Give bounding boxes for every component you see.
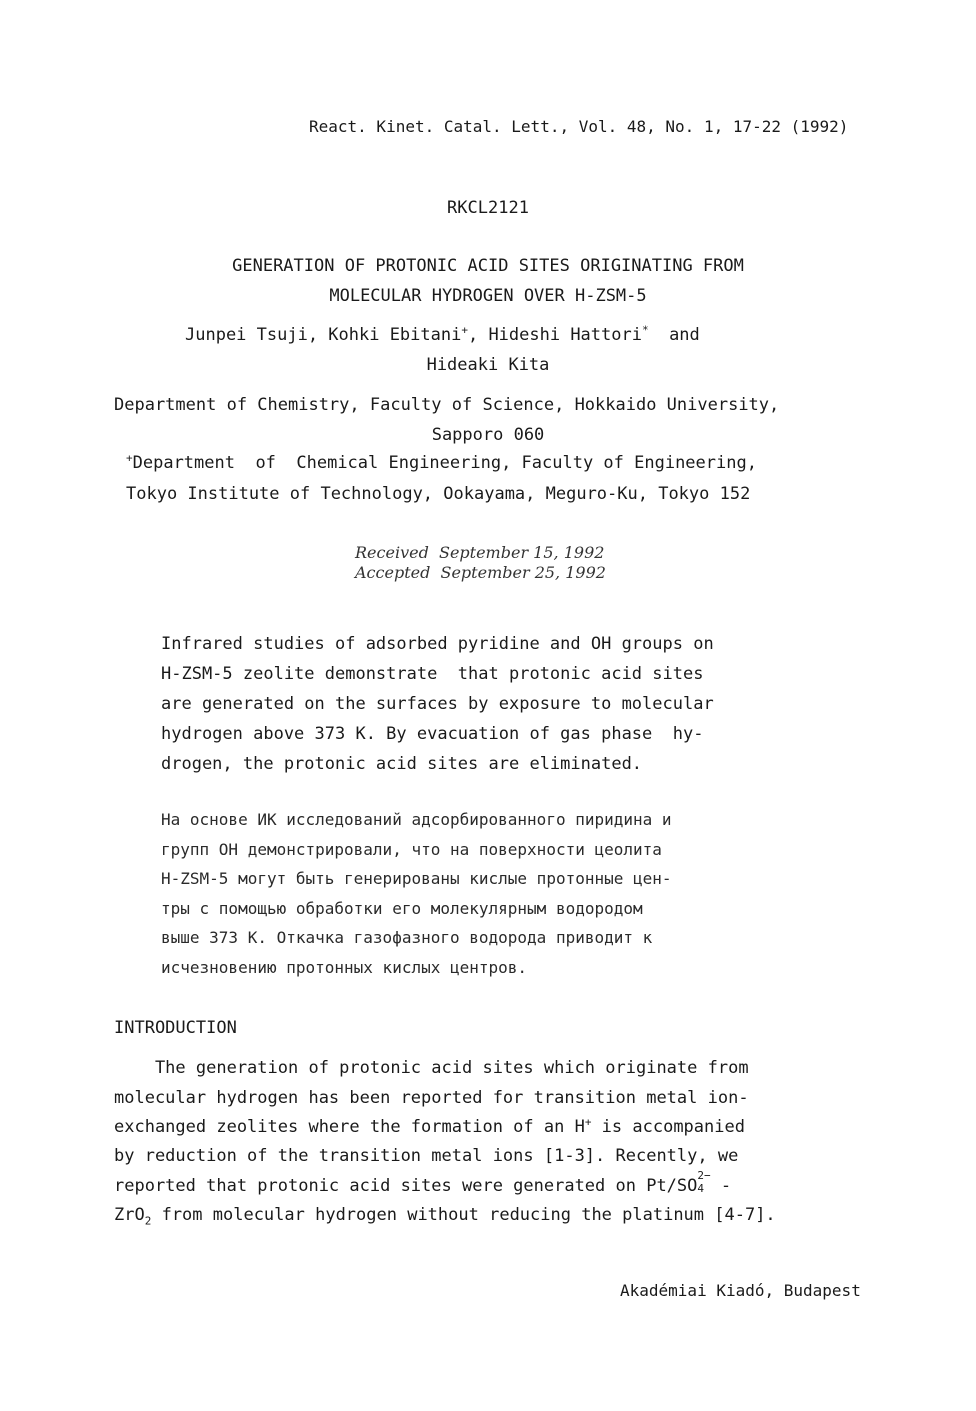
abstract-ru-line: На основе ИК исследований адсорбированного пиридина и — [161, 810, 672, 829]
intro-line: by reduction of the transition metal ions [1-3]. Recently, we — [114, 1146, 739, 1166]
superscript: + — [584, 1115, 592, 1129]
superscript: 2− — [697, 1169, 711, 1182]
author-mark-plus: + — [461, 323, 468, 337]
intro-text: exchanged zeolites where the formation of an H — [114, 1117, 585, 1137]
intro-line: molecular hydrogen has been reported for transition metal ion- — [114, 1088, 749, 1108]
received-date: Received September 15, 1992 — [355, 543, 605, 562]
publisher: Akadémiai Kiadó, Budapest — [620, 1281, 861, 1300]
abstract-ru-line: H-ZSM-5 могут быть генерированы кислые протонные цен- — [161, 869, 672, 888]
author-line-2: Hideaki Kita — [426, 355, 550, 375]
authors-part-3: and — [648, 325, 700, 345]
intro-line — [114, 1115, 745, 1137]
abstract-ru-line: тры с помощью обработки его молекулярным водородом — [161, 899, 643, 918]
affiliation-1-city: Sapporo 060 — [431, 425, 545, 445]
abstract-ru-line: групп ОН демонстрировали, что на поверхности цеолита — [161, 840, 662, 859]
intro-text: - — [710, 1176, 732, 1196]
abstract-en-line: drogen, the protonic acid sites are eliminated. — [161, 754, 643, 774]
affiliation-2-text: Department of Chemical Engineering, Faculty of Engineering, — [132, 453, 757, 473]
intro-text: reported that protonic acid sites were generated on Pt/SO — [114, 1176, 698, 1196]
article-code: RKCL2121 — [447, 198, 529, 218]
subscript: 2 — [144, 1214, 152, 1228]
title-line-2: MOLECULAR HYDROGEN OVER H-ZSM-5 — [329, 286, 647, 306]
abstract-en-line: Infrared studies of adsorbed pyridine and OH groups on — [161, 634, 714, 654]
author-line-1 — [185, 323, 700, 345]
affiliation-mark-plus: + — [126, 451, 133, 465]
abstract-en-line: H-ZSM-5 zeolite demonstrate that protonic acid sites — [161, 664, 704, 684]
intro-line: The generation of protonic acid sites which originate from — [114, 1058, 749, 1078]
affiliation-1: Department of Chemistry, Faculty of Science, Hokkaido University, — [114, 395, 780, 415]
intro-line — [114, 1205, 776, 1228]
accepted-date: Accepted September 25, 1992 — [355, 563, 606, 582]
author-mark-star: * — [641, 323, 649, 337]
affiliation-2 — [126, 451, 757, 473]
abstract-en-line: hydrogen above 373 K. By evacuation of gas phase hy- — [161, 724, 704, 744]
intro-heading: INTRODUCTION — [114, 1018, 237, 1038]
intro-text: is accompanied — [591, 1117, 745, 1137]
intro-line — [114, 1169, 732, 1196]
affiliation-2-line-2: Tokyo Institute of Technology, Ookayama, Meguro-Ku, Tokyo 152 — [126, 484, 751, 504]
abstract-ru-line: выше 373 К. Откачка газофазного водорода приводит к — [161, 928, 653, 947]
intro-text: from molecular hydrogen without reducing the platinum [4-7]. — [151, 1205, 776, 1225]
intro-text: ZrO — [114, 1205, 145, 1225]
title-line-1: GENERATION OF PROTONIC ACID SITES ORIGINATING FROM — [232, 256, 744, 276]
subscript: 4 — [697, 1182, 705, 1195]
abstract-ru-line: исчезновению протонных кислых центров. — [161, 958, 528, 977]
journal-citation: React. Kinet. Catal. Lett., Vol. 48, No. 1, 17-22 (1992) — [309, 117, 849, 136]
authors-part-1: Junpei Tsuji, Kohki Ebitani — [185, 325, 462, 345]
authors-part-2: , Hideshi Hattori — [467, 325, 642, 345]
abstract-en-line: are generated on the surfaces by exposure to molecular — [161, 694, 714, 714]
